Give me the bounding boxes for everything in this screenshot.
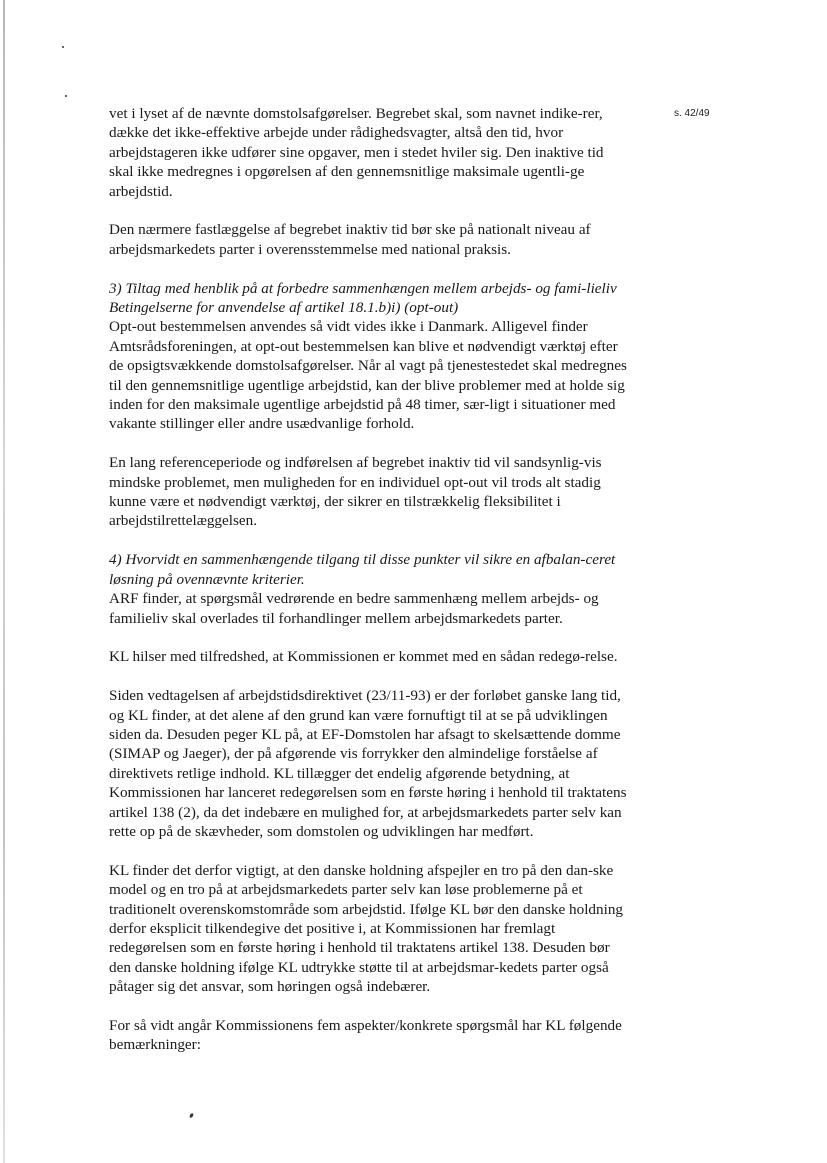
scan-page-edge (3, 0, 5, 1163)
paragraph: KL hilser med tilfredshed, at Kommissionen er kommet med en sådan redegø-relse. (109, 648, 618, 666)
page-number: s. 42/49 (674, 108, 710, 119)
document-body (109, 104, 629, 1074)
paragraph: En lang referenceperiode og indførelsen af begrebet inaktiv tid vil sandsynlig-vis mindske problemet, men muligheden for en individuel opt-out vil trods alt stadig kunne være et nødvendigt værktøj, der sikrer en tilstrækkelig fleksibilitet i arbejdstilrettelæggelsen. (109, 454, 602, 530)
scan-speck (62, 46, 64, 48)
paragraph: vet i lyset af de nævnte domstolsafgørelser. Begrebet skal, som navnet indike-rer, dække det ikke-effektive arbejde under rådighedsvagter, altså den tid, hvor arbejdstageren ikke udfører sine opgaver, men i stedet hviler sig. Den inaktive tid skal ikke medregnes i opgørelsen af den gennemsnitlige maksimale ugentli-ge arbejdstid. (109, 105, 604, 200)
scan-speck (65, 95, 67, 97)
scan-speck (189, 1113, 194, 1119)
paragraph: For så vidt angår Kommissionens fem aspekter/konkrete spørgsmål har KL følgende bemærkninger: (109, 1016, 622, 1054)
paragraph: Siden vedtagelsen af arbejdstidsdirektivet (23/11-93) er der forløbet ganske lang tid, og KL finder, at det alene af den grund kan være fornuftigt til at se på udviklingen siden da. Desuden peger KL på, at EF-Domstolen har afsagt to skelsættende domme (SIMAP og Jaeger), der på afgørende vis forrykker den almindelige forståelse af direktivets retlige indhold. KL tillægger det endelig afgørende betydning, at Kommissionen har lanceret redegørelsen som en første høring i henhold til traktatens artikel 138 (2), da det indebære en mulighed for, at arbejdsmarkedets parter selv kan rette op på de skævheder, som domstolen og udviklingen har medført. (109, 687, 627, 840)
paragraph: ARF finder, at spørgsmål vedrørende en bedre sammenhæng mellem arbejds- og familieliv skal overlades til forhandlinger mellem arbejdsmarkedets parter. (109, 590, 599, 627)
section-heading-4: 4) Hvorvidt en sammenhængende tilgang til disse punkter vil sikre en afbalan-ceret løsning på ovennævnte kriterier. (109, 551, 616, 588)
section-heading-3: 3) Tiltag med henblik på at forbedre sammenhængen mellem arbejds- og fami-lieliv Betingelserne for anvendelse af artikel 18.1.b)i) (opt-out) (109, 279, 617, 317)
paragraph: Opt-out bestemmelsen anvendes så vidt vides ikke i Danmark. Alligevel finder Amtsrådsforeningen, at opt-out bestemmelsen kan blive et nødvendigt værktøj efter de opsigtsvækkende domstolsafgørelser. Når al vagt på tjenestestedet skal medregnes til den gennemsnitlige ugentlige arbejdstid, kan der blive problemer med at holde sig inden for den maksimale ugentlige arbejdstid på 48 timer, sær-ligt i situationer med vakante stillinger eller andre usædvanlige forhold. (109, 318, 627, 433)
paragraph: Den nærmere fastlæggelse af begrebet inaktiv tid bør ske på nationalt niveau af arbejdsmarkedets parter i overensstemmelse med national praksis. (109, 221, 591, 258)
paragraph: KL finder det derfor vigtigt, at den danske holdning afspejler en tro på den dan-ske model og en tro på at arbejdsmarkedets parter selv kan løse problemerne på et traditionelt overenskomstområde som arbejdstid. Ifølge KL bør den danske holdning derfor eksplicit tilkendegive det positive i, at Kommissionen har fremlagt redegørelsen som en første høring i henhold til traktatens artikel 138. Desuden bør den danske holdning ifølge KL udtrykke støtte til at arbejdsmar-kedets parter også påtager sig det ansvar, som høringen også indebærer. (109, 861, 624, 996)
